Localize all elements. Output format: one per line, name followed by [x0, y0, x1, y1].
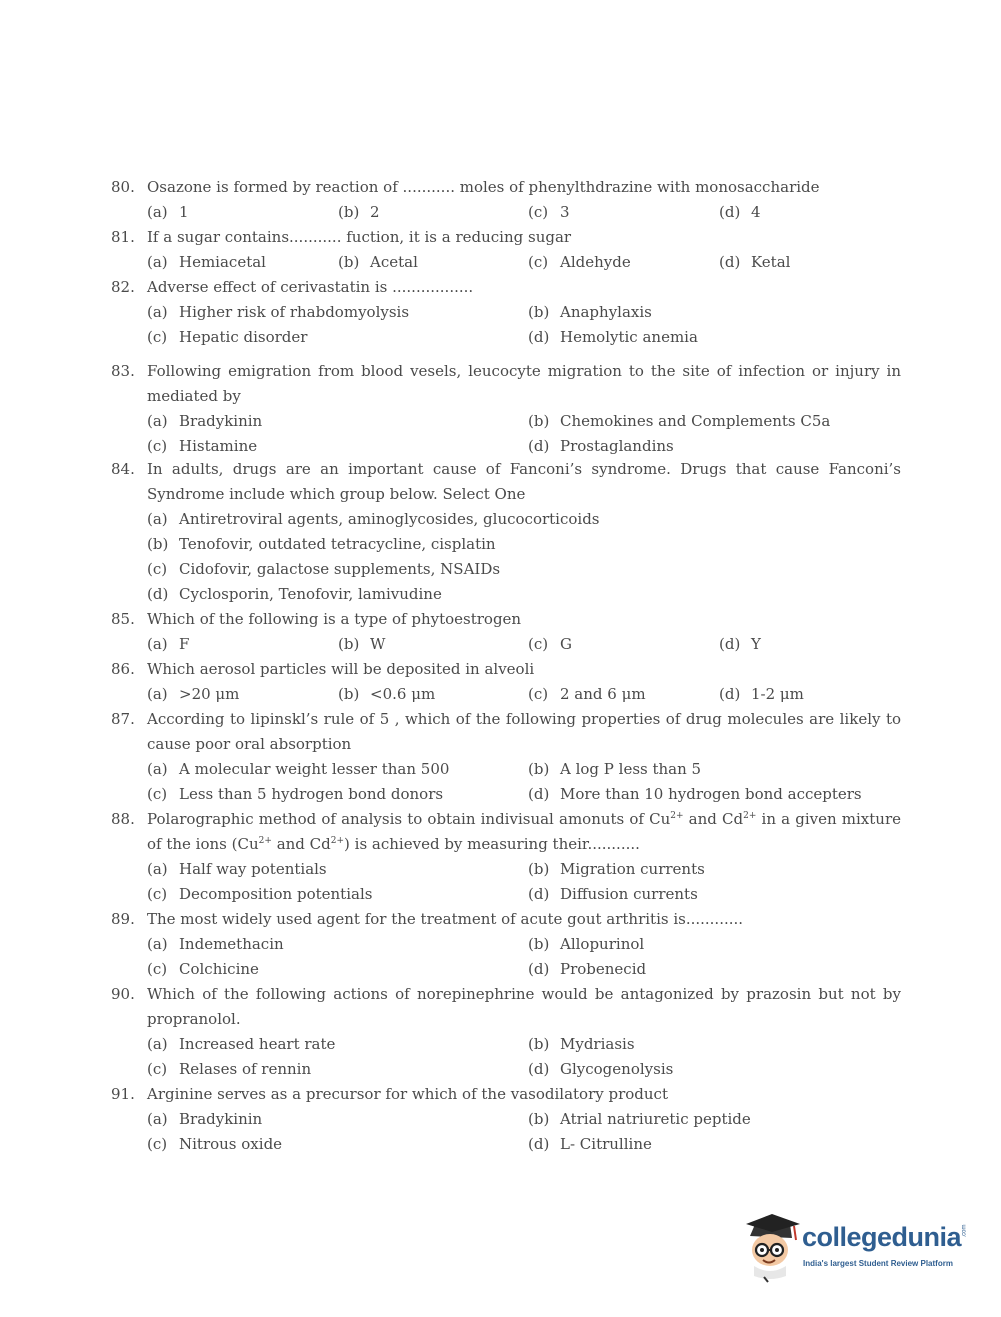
logo-tagline: India's largest Student Review Platform — [803, 1259, 953, 1268]
option-c: (c) Hepatic disorder — [147, 328, 308, 346]
question-number: 91. — [111, 1085, 135, 1103]
option-d: (d) 4 — [719, 203, 761, 221]
question-text: In adults, drugs are an important cause of Fanconi’s syndrome. Drugs that cause Fanconi’s Syndrome include which group below. Select One — [147, 460, 901, 503]
question-83 — [111, 359, 901, 459]
option-d: (d) Hemolytic anemia — [528, 328, 698, 346]
question-text: Polarographic method of analysis to obtain indivisual amonuts of $Cu^{2+}$ and $Cd^{2+}$ in a given mixture of the ions ($Cu^{2+}$ and $Cd^{2+}$) is achieved by measuring their........... — [147, 810, 901, 853]
question-number: 88. — [111, 810, 135, 828]
question-text: The most widely used agent for the treatment of acute gout arthritis is............ — [147, 910, 744, 928]
question-text: Following emigration from blood vesels, leucocyte migration to the site of infection or injury in mediated by — [147, 362, 901, 405]
option-a: (a) Antiretroviral agents, aminoglycosides, glucocorticoids — [147, 510, 600, 528]
question-text: Which of the following is a type of phytoestrogen — [147, 610, 522, 628]
option-d: (d) Ketal — [719, 253, 791, 271]
mascot-icon — [742, 1210, 802, 1285]
question-text: According to lipinskl’s rule of 5 , which of the following properties of drug molecules are likely to cause poor oral absorption — [147, 710, 901, 753]
question-number: 81. — [111, 228, 135, 246]
option-a: (a) Indemethacin — [147, 935, 284, 953]
option-b: (b) Atrial natriuretic peptide — [528, 1110, 751, 1128]
option-b: (b) <0.6 μm — [338, 685, 436, 703]
option-c: (c) 3 — [528, 203, 570, 221]
option-c: (c) Cidofovir, galactose supplements, NSAIDs — [147, 560, 501, 578]
question-89 — [111, 907, 901, 982]
question-number: 87. — [111, 710, 135, 728]
question-91 — [111, 1082, 901, 1157]
option-a: (a) >20 μm — [147, 685, 240, 703]
question-number: 85. — [111, 610, 135, 628]
option-b: (b) 2 — [338, 203, 380, 221]
option-d: (d) Cyclosporin, Tenofovir, lamivudine — [147, 585, 442, 603]
option-c: (c) Less than 5 hydrogen bond donors — [147, 785, 444, 803]
option-a: (a) Higher risk of rhabdomyolysis — [147, 303, 410, 321]
question-text: Arginine serves as a precursor for which of the vasodilatory product — [147, 1085, 668, 1103]
question-number: 82. — [111, 278, 135, 296]
question-number: 83. — [111, 362, 135, 380]
option-c: (c) Aldehyde — [528, 253, 631, 271]
option-b: (b) W — [338, 635, 386, 653]
question-number: 84. — [111, 460, 135, 478]
option-b: (b) Migration currents — [528, 860, 705, 878]
option-d: (d) Diffusion currents — [528, 885, 698, 903]
option-a: (a) Bradykinin — [147, 1110, 263, 1128]
question-88 — [111, 807, 901, 907]
question-text: Adverse effect of cerivastatin is ................. — [147, 278, 474, 296]
option-c: (c) Colchicine — [147, 960, 259, 978]
option-c: (c) 2 and 6 μm — [528, 685, 646, 703]
question-80 — [111, 175, 901, 225]
option-c: (c) Histamine — [147, 437, 258, 455]
question-82 — [111, 275, 901, 350]
option-b: (b) Allopurinol — [528, 935, 645, 953]
option-c: (c) Relases of rennin — [147, 1060, 312, 1078]
option-b: (b) Mydriasis — [528, 1035, 635, 1053]
option-a: (a) F — [147, 635, 190, 653]
option-a: (a) 1 — [147, 203, 189, 221]
question-86 — [111, 657, 901, 707]
option-a: (a) A molecular weight lesser than 500 — [147, 760, 450, 778]
option-d: (d) 1-2 μm — [719, 685, 804, 703]
logo-wordmark: collegedunia — [802, 1222, 962, 1252]
option-b: (b) A log P less than 5 — [528, 760, 702, 778]
option-d: (d) More than 10 hydrogen bond accepters — [528, 785, 862, 803]
question-number: 86. — [111, 660, 135, 678]
question-text: If a sugar contains........... fuction, it is a reducing sugar — [147, 228, 572, 246]
option-d: (d) Probenecid — [528, 960, 647, 978]
option-c: (c) G — [528, 635, 572, 653]
question-text: Osazone is formed by reaction of ........... moles of phenylthdrazine with monosaccharide — [147, 178, 820, 196]
question-90 — [111, 982, 901, 1082]
question-84 — [111, 457, 901, 607]
option-d: (d) L- Citrulline — [528, 1135, 652, 1153]
option-b: (b) Acetal — [338, 253, 418, 271]
question-number: 90. — [111, 985, 135, 1003]
option-a: (a) Bradykinin — [147, 412, 263, 430]
option-b: (b) Anaphylaxis — [528, 303, 652, 321]
collegedunia-logo — [742, 1210, 972, 1285]
option-d: (d) Glycogenolysis — [528, 1060, 674, 1078]
option-b: (b) Chemokines and Complements C5a — [528, 412, 831, 430]
option-a: (a) Hemiacetal — [147, 253, 266, 271]
option-b: (b) Tenofovir, outdated tetracycline, cisplatin — [147, 535, 496, 553]
option-c: (c) Nitrous oxide — [147, 1135, 283, 1153]
question-text: Which of the following actions of norepinephrine would be antagonized by prazosin but not by propranolol. — [147, 985, 901, 1028]
option-d: (d) Prostaglandins — [528, 437, 674, 455]
question-number: 89. — [111, 910, 135, 928]
question-85 — [111, 607, 901, 657]
option-a: (a) Half way potentials — [147, 860, 327, 878]
logo-domain-suffix: .com — [961, 1224, 968, 1238]
question-81 — [111, 225, 901, 275]
option-a: (a) Increased heart rate — [147, 1035, 336, 1053]
option-d: (d) Y — [719, 635, 761, 653]
question-text: Which aerosol particles will be deposited in alveoli — [147, 660, 535, 678]
option-c: (c) Decomposition potentials — [147, 885, 373, 903]
question-number: 80. — [111, 178, 135, 196]
question-87 — [111, 707, 901, 807]
